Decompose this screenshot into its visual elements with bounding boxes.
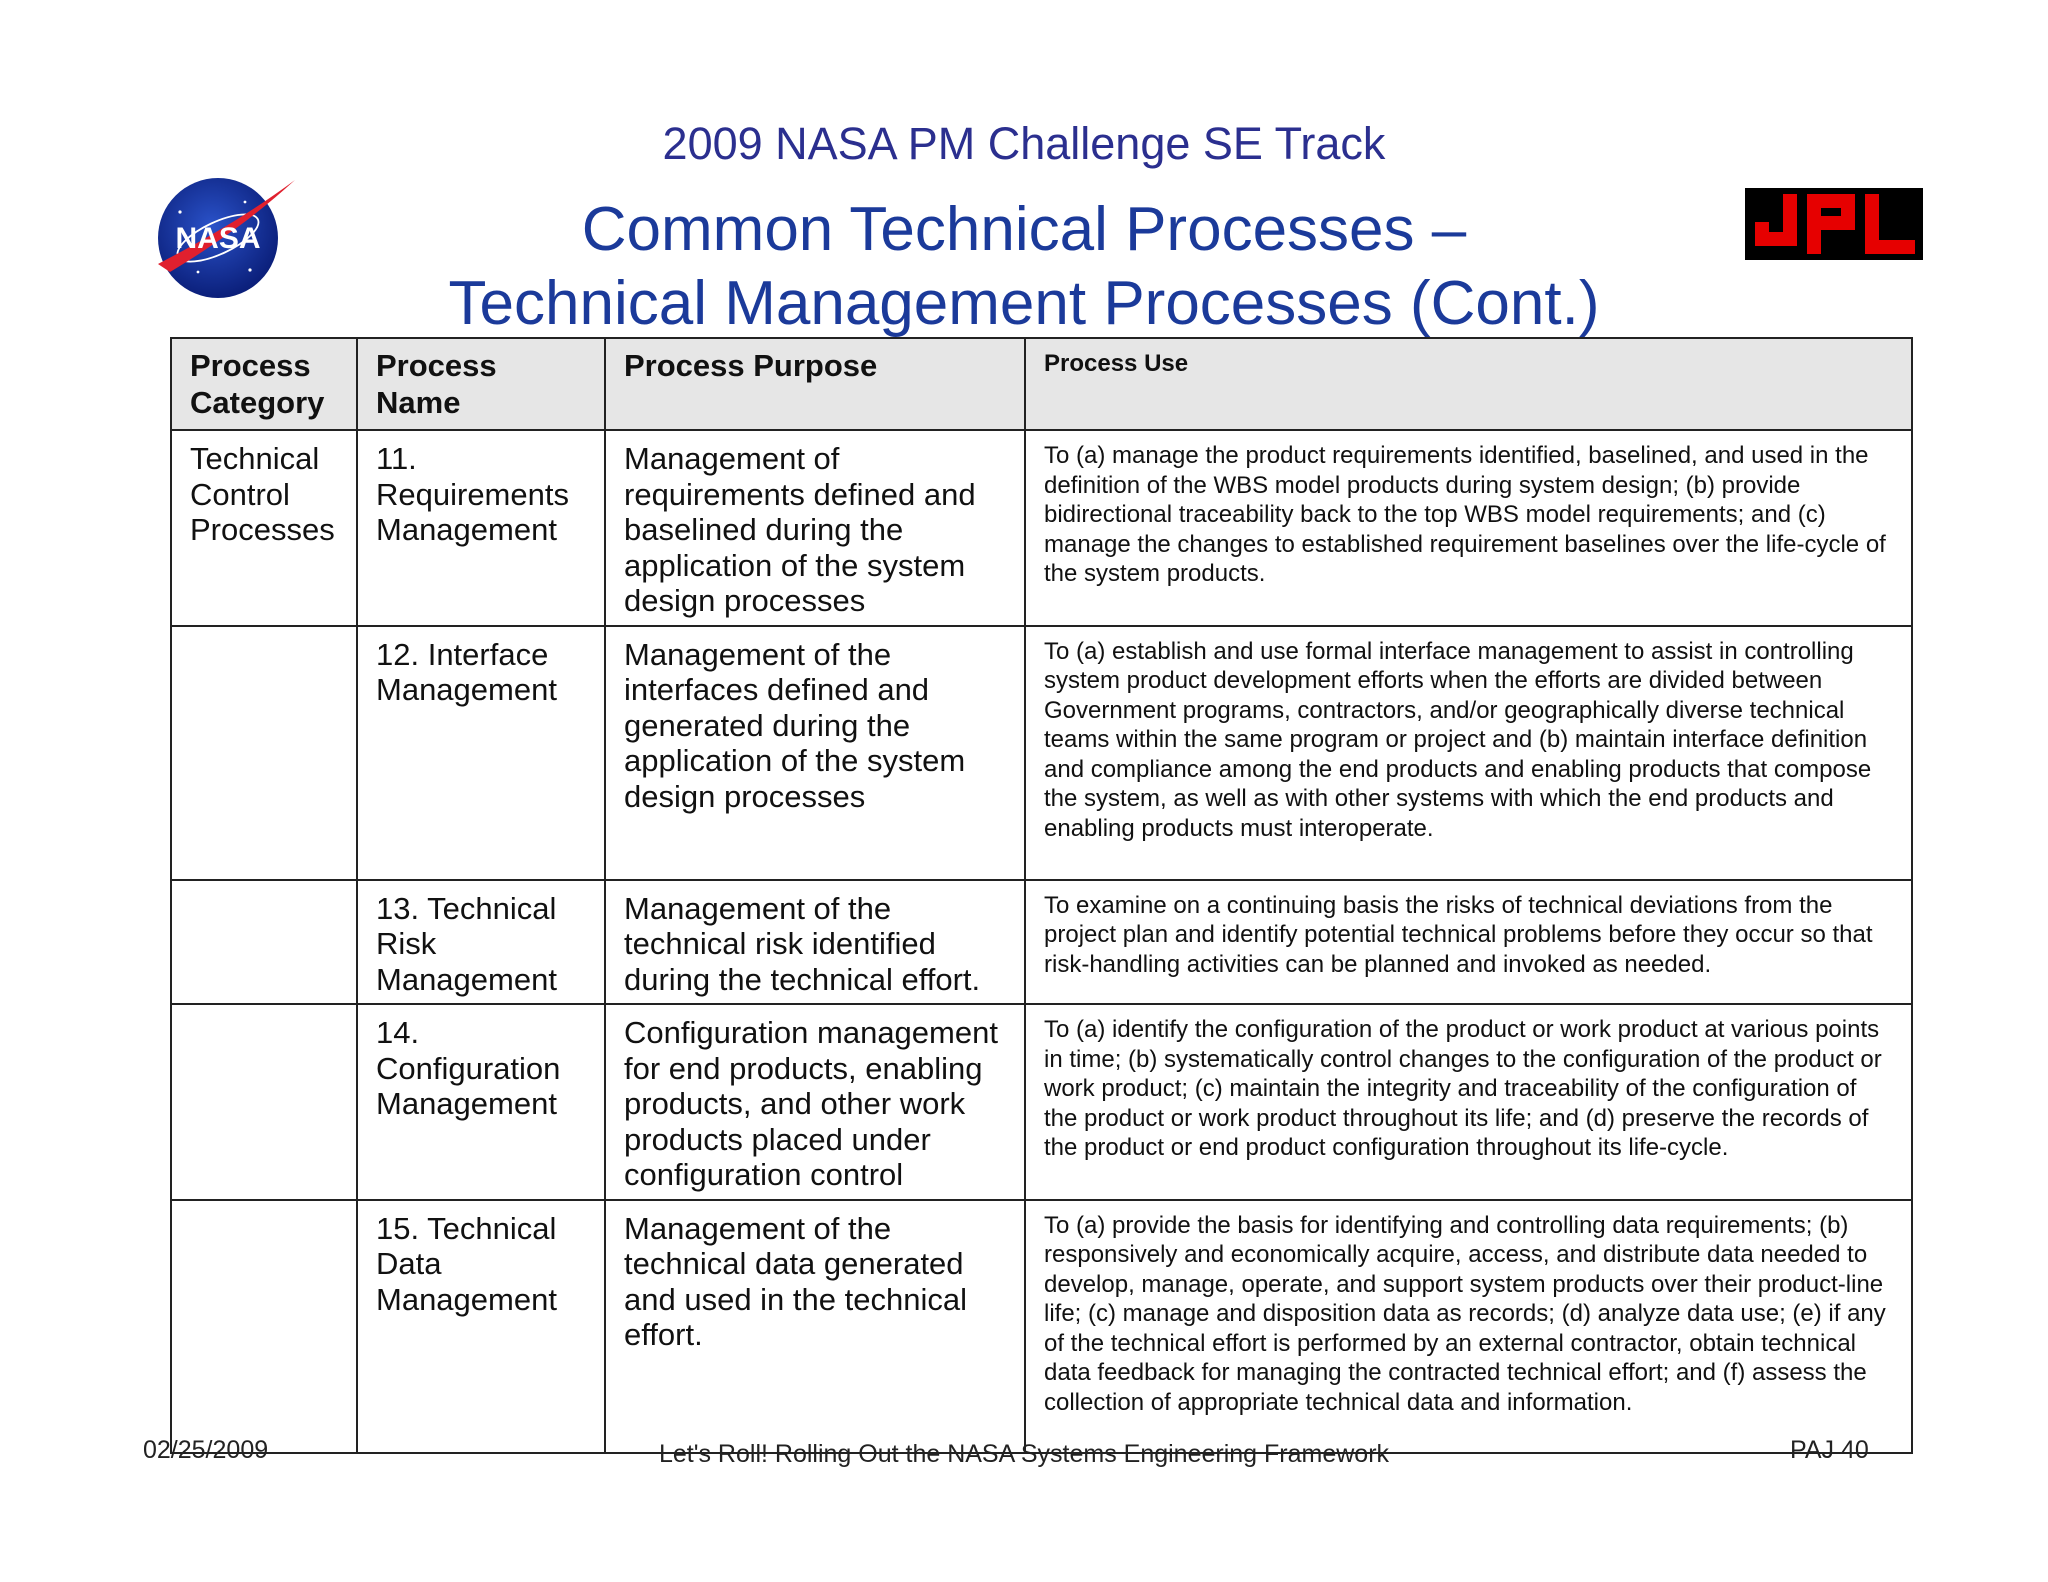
header-process-category: Process Category [171, 338, 357, 430]
table-row [171, 430, 1912, 626]
cell-category [171, 880, 357, 1005]
cell-use: To (a) establish and use formal interface management to assist in controlling system product development efforts when the efforts are divided between Government programs, contractors, and/or geographically diverse technical teams within the same program or project and (b) maintain interface definition and compliance among the end products and enabling products that compose the system, as well as with other systems with which the end products and enabling products must interoperate. [1025, 626, 1912, 880]
header-process-use: Process Use [1025, 338, 1912, 430]
title-line-2: Technical Management Processes (Cont.) [448, 269, 1600, 338]
footer-page-number: PAJ 40 [1790, 1436, 1869, 1464]
cell-use: To (a) identify the configuration of the product or work product at various points in time; (b) systematically control changes to the configuration of the product or work product; (c) maintain the integrity and traceability of the configuration of the product or work product throughout its life; and (d) preserve the records of the product or end product configuration throughout its life-cycle. [1025, 1004, 1912, 1200]
footer-date: 02/25/2009 [143, 1436, 269, 1464]
cell-name: 14. Configuration Management [357, 1004, 605, 1200]
cell-use: To examine on a continuing basis the risks of technical deviations from the project plan and identify potential technical problems before they occur so that risk-handling activities can be planned and invoked as needed. [1025, 880, 1912, 1005]
cell-purpose: Management of the technical risk identified during the technical effort. [605, 880, 1025, 1005]
footer-title: Let's Roll! Rolling Out the NASA Systems Engineering Framework [658, 1440, 1390, 1468]
slide-subtitle: 2009 NASA PM Challenge SE Track [662, 118, 1386, 169]
cell-category: Technical Control Processes [171, 430, 357, 626]
cell-name: 13. Technical Risk Management [357, 880, 605, 1005]
cell-category [171, 626, 357, 880]
table-header-row [171, 338, 1912, 430]
title-line-1: Common Technical Processes – [581, 195, 1467, 264]
cell-name: 12. Interface Management [357, 626, 605, 880]
nasa-meatball-logo-icon [150, 172, 300, 302]
table-row [171, 1200, 1912, 1453]
cell-use: To (a) manage the product requirements identified, baselined, and used in the definition of the WBS model products during system design; (b) provide bidirectional traceability back to the top WBS model requirements; and (c) manage the changes to established requirement baselines over the life-cycle of the system products. [1025, 430, 1912, 626]
table-row [171, 626, 1912, 880]
cell-purpose: Management of the technical data generated and used in the technical effort. [605, 1200, 1025, 1453]
cell-category [171, 1200, 357, 1453]
nasa-logo-text: NASA [175, 222, 261, 255]
header-process-name: Process Name [357, 338, 605, 430]
header-process-purpose: Process Purpose [605, 338, 1025, 430]
cell-name: 15. Technical Data Management [357, 1200, 605, 1453]
jpl-logo-icon [1745, 188, 1923, 260]
table-row [171, 1004, 1912, 1200]
table-row [171, 880, 1912, 1005]
cell-purpose: Management of the interfaces defined and generated during the application of the system design processes [605, 626, 1025, 880]
process-table [170, 337, 1913, 1454]
cell-use: To (a) provide the basis for identifying and controlling data requirements; (b) responsively and economically acquire, access, and distribute data needed to develop, manage, operate, and support system products over their product-line life; (c) manage and disposition data as records; (d) analyze data use; (e) if any of the technical effort is performed by an external contractor, obtain technical data feedback for managing the contracted technical effort; and (f) assess the collection of appropriate technical data and information. [1025, 1200, 1912, 1453]
cell-purpose: Configuration management for end products, enabling products, and other work products placed under configuration control [605, 1004, 1025, 1200]
cell-category [171, 1004, 357, 1200]
cell-purpose: Management of requirements defined and baselined during the application of the system design processes [605, 430, 1025, 626]
slide-title [0, 193, 2048, 341]
cell-name: 11. Requirements Management [357, 430, 605, 626]
